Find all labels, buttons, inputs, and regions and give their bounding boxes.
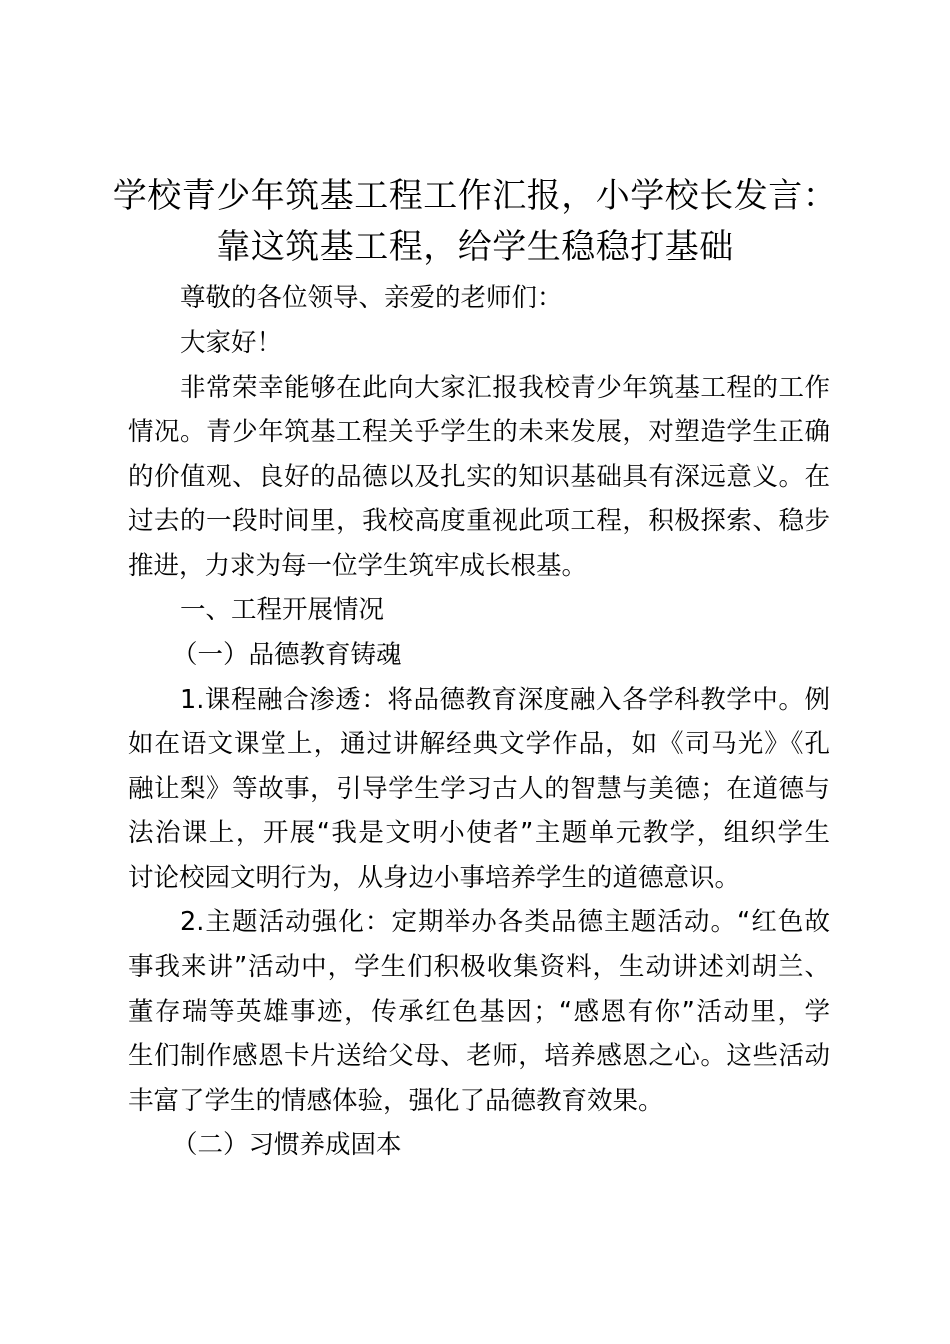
intro-line-2: 情况。青少年筑基工程关乎学生的未来发展，对塑造学生正确 [128, 417, 830, 447]
item-1-line-4: 法治课上，开展“我是文明小使者”主题单元教学，组织学生 [128, 818, 830, 848]
document-title-line-2: 靠这筑基工程，给学生稳稳打基础 [216, 227, 734, 267]
item-2-line-4: 生们制作感恩卡片送给父母、老师，培养感恩之心。这些活动 [128, 1041, 830, 1071]
item-1-line-3: 融让梨》等故事，引导学生学习古人的智慧与美德；在道德与 [128, 774, 830, 804]
section-1-heading: 一、工程开展情况 [180, 595, 385, 625]
item-2-line-3: 董存瑞等英雄事迹，传承红色基因；“感恩有你”活动里，学 [128, 997, 830, 1027]
item-2-line-2: 事我来讲”活动中，学生们积极收集资料，生动讲述刘胡兰、 [128, 952, 830, 982]
item-1-line-2: 如在语文课堂上，通过讲解经典文学作品，如《司马光》《孔 [128, 729, 830, 759]
subsection-1-heading: （一）品德教育铸魂 [172, 640, 402, 670]
item-1-line-5: 讨论校园文明行为，从身边小事培养学生的道德意识。 [128, 863, 741, 893]
item-2-line-1: 2.主题活动强化：定期举办各类品德主题活动。“红色故 [180, 907, 830, 937]
greeting: 大家好！ [180, 328, 283, 358]
intro-line-1: 非常荣幸能够在此向大家汇报我校青少年筑基工程的工作 [180, 373, 830, 403]
salutation: 尊敬的各位领导、亲爱的老师们： [180, 283, 563, 313]
document-title-line-1: 学校青少年筑基工程工作汇报，小学校长发言： [112, 176, 838, 216]
subsection-2-heading: （二）习惯养成固本 [172, 1130, 402, 1160]
item-1-line-1: 1.课程融合渗透：将品德教育深度融入各学科教学中。例 [180, 685, 830, 715]
intro-line-4: 过去的一段时间里，我校高度重视此项工程，积极探索、稳步 [128, 506, 830, 536]
intro-line-3: 的价值观、良好的品德以及扎实的知识基础具有深远意义。在 [128, 462, 830, 492]
intro-line-5: 推进，力求为每一位学生筑牢成长根基。 [128, 551, 588, 581]
item-2-line-5: 丰富了学生的情感体验，强化了品德教育效果。 [128, 1086, 664, 1116]
